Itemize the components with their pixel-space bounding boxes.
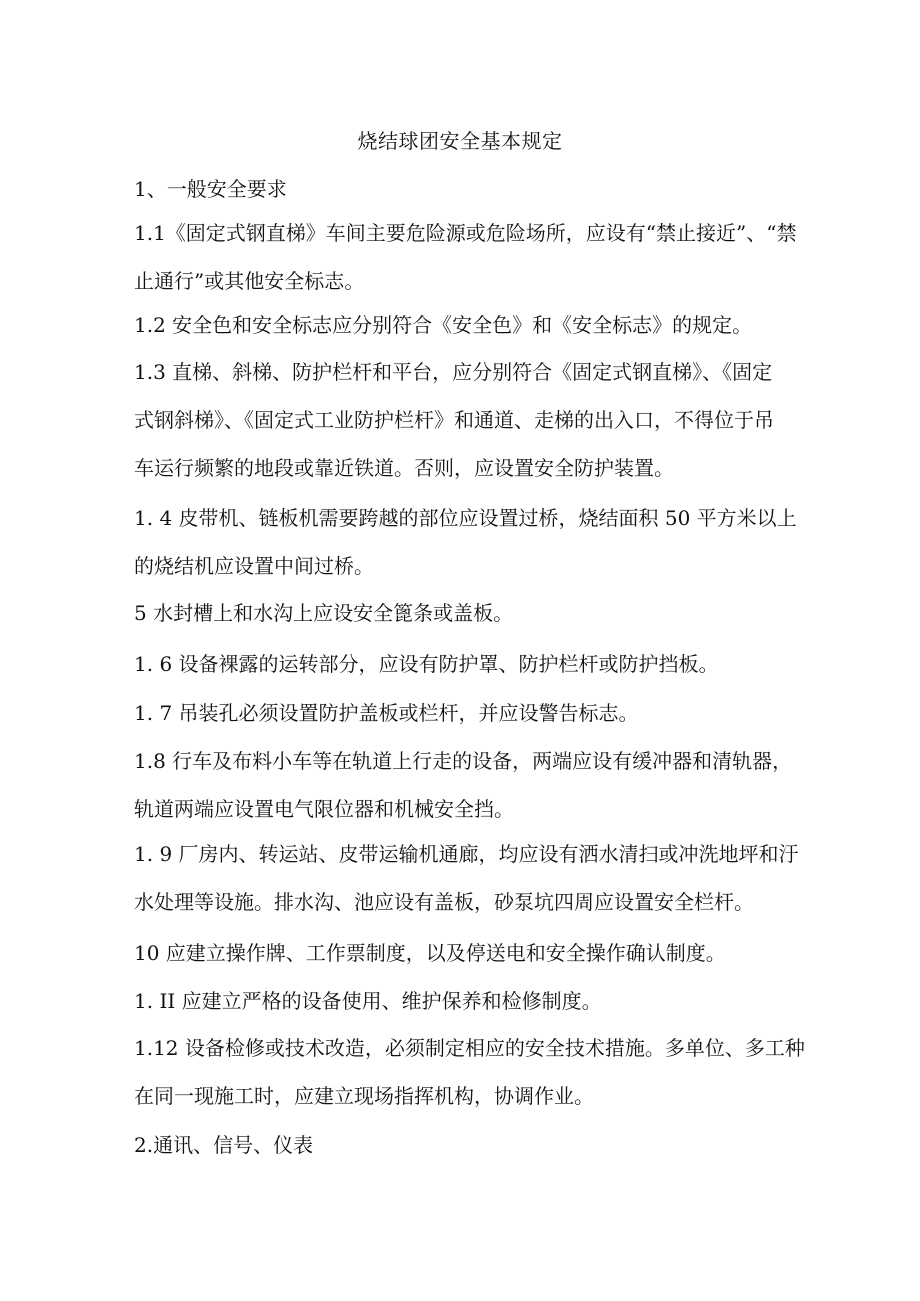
text-line: 1. 7 吊装孔必须设置防护盖板或栏杆，并应设警告标志。 xyxy=(134,701,639,725)
text-line: 1.2 安全色和安全标志应分别符合《安全色》和《安全标志》的规定。 xyxy=(134,313,753,337)
text-line: 1、一般安全要求 xyxy=(134,177,287,201)
document-title: 烧结球团安全基本规定 xyxy=(357,129,563,153)
text-line: 1. 6 设备裸露的运转部分，应设有防护罩、防护栏杆或防护挡板。 xyxy=(134,652,719,676)
text-line: 止通行”或其他安全标志。 xyxy=(134,269,365,293)
paragraph xyxy=(134,830,799,926)
text-line: 1. 4 皮带机、链板机需要跨越的部位应设置过桥，烧结面积 50 平方米以上 xyxy=(134,506,797,530)
section-heading xyxy=(134,1121,794,1169)
text-line: 1.1《固定式钢直梯》车间主要危险源或危险场所，应设有“禁止接近”、“禁 xyxy=(134,221,797,245)
text-line: 车运行频繁的地段或靠近铁道。否则，应设置安全防护装置。 xyxy=(134,456,674,480)
paragraph xyxy=(134,348,794,492)
text-line: 2.通讯、信号、仪表 xyxy=(134,1133,314,1157)
text-line: 10 应建立操作牌、工作票制度，以及停送电和安全操作确认制度。 xyxy=(134,941,726,965)
paragraph xyxy=(134,737,794,833)
section-heading xyxy=(134,165,794,213)
text-line: 在同一现施工时，应建立现场指挥机构，协调作业。 xyxy=(134,1084,594,1108)
paragraph xyxy=(134,640,794,688)
text-line: 1.3 直梯、斜梯、防护栏杆和平台，应分别符合《固定式钢直梯》、《固定 xyxy=(134,360,773,384)
text-line: 1.12 设备检修或技术改造，必须制定相应的安全技术措施。多单位、多工种 xyxy=(134,1036,805,1060)
text-line: 式钢斜梯》、《固定式工业防护栏杆》和通道、走梯的出入口，不得位于吊 xyxy=(134,408,774,432)
paragraph xyxy=(134,494,797,590)
text-line: 轨道两端应设置电气限位器和机械安全挡。 xyxy=(134,797,514,821)
text-line: 水处理等设施。排水沟、池应设有盖板，砂泵坑四周应设置安全栏杆。 xyxy=(134,890,754,914)
text-line: 的烧结机应设置中间过桥。 xyxy=(134,554,374,578)
paragraph xyxy=(134,209,797,305)
paragraph xyxy=(134,929,794,977)
paragraph xyxy=(134,977,794,1025)
paragraph xyxy=(134,301,794,349)
text-line: 1.8 行车及布料小车等在轨道上行走的设备，两端应设有缓冲器和清轨器， xyxy=(134,749,793,773)
text-line: 1. II 应建立严格的设备使用、维护保养和检修制度。 xyxy=(134,989,602,1013)
paragraph xyxy=(134,1024,805,1120)
text-line: 1. 9 厂房内、转运站、皮带运输机通廊，均应设有洒水清扫或冲洗地坪和汙 xyxy=(134,842,799,866)
paragraph xyxy=(134,689,794,737)
paragraph xyxy=(134,589,794,637)
text-line: 5 水封槽上和水沟上应设安全篦条或盖板。 xyxy=(134,601,514,625)
